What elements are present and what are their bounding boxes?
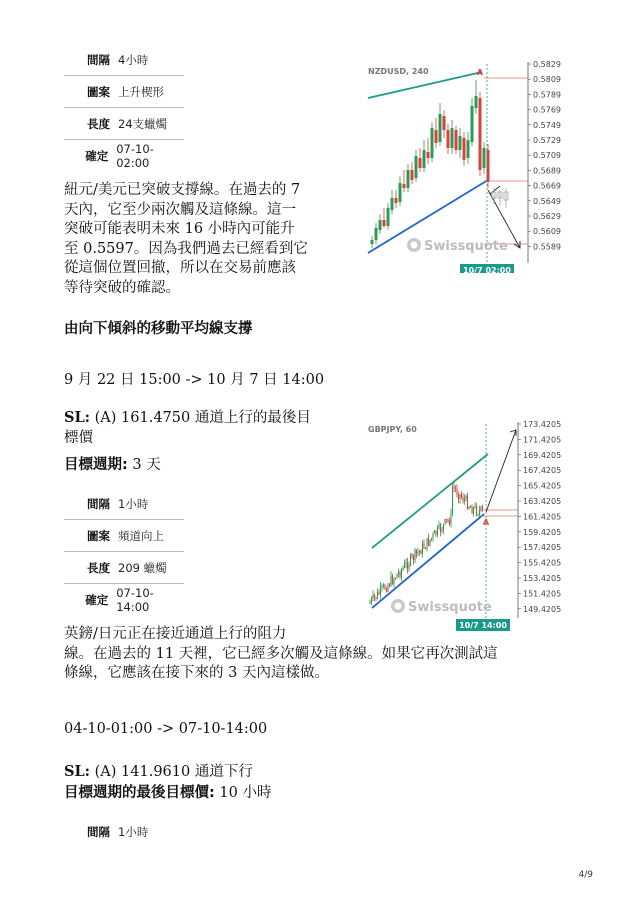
- candle-body: [407, 170, 410, 188]
- table-row: [64, 552, 184, 584]
- candle-body: [450, 513, 451, 524]
- tick-label: 157.4205: [523, 543, 562, 553]
- candle-body: [415, 156, 418, 178]
- row-key: 間隔: [87, 496, 110, 511]
- candle-body: [413, 555, 414, 560]
- para1-line: 突破可能表明未來 16 小時內可能升: [64, 221, 295, 237]
- stop-loss-2: [64, 762, 253, 783]
- target-period-2: [64, 784, 271, 804]
- candle-body: [395, 578, 396, 579]
- para1-line: 從這個位置回撤，所以在交易前應該: [64, 260, 296, 276]
- sl-label: SL:: [64, 763, 91, 780]
- candle-body: [464, 499, 465, 501]
- candle-body: [431, 538, 432, 540]
- candle-body: [468, 507, 469, 509]
- info-table-2: [64, 488, 184, 615]
- brand-name: Swissquote: [408, 600, 492, 615]
- para1-line: 天內，它至少兩次觸及這條線。這一: [64, 201, 296, 218]
- row-key: 間隔: [87, 824, 110, 839]
- a-marker: A: [482, 518, 490, 527]
- row-value: 上升楔形: [118, 84, 164, 99]
- info-table-3: [64, 816, 184, 847]
- tick-label: 173.4205: [523, 420, 562, 429]
- candle-body: [419, 158, 422, 168]
- row-key: 圖案: [87, 84, 110, 99]
- candle-body: [379, 220, 382, 230]
- candle-body: [441, 530, 442, 532]
- tick-label: 0.5729: [533, 136, 561, 145]
- candle-body: [459, 494, 460, 499]
- candle-body: [462, 497, 463, 501]
- tick-label: 167.4205: [523, 466, 562, 476]
- candle-body: [438, 524, 439, 527]
- candle-body: [410, 555, 411, 565]
- tick-label: 171.4205: [523, 435, 562, 445]
- sl-text: (A) 141.9610 通道下行: [90, 764, 253, 780]
- candle-body: [425, 548, 426, 549]
- candle-body: [393, 579, 394, 584]
- candle-body: [451, 128, 454, 148]
- candle-body: [423, 544, 424, 548]
- brand-logo-inner: [411, 242, 418, 249]
- brand-logo-inner: [395, 603, 402, 610]
- tick-label: 0.5629: [533, 212, 561, 221]
- row-value: 07-10-14:00: [116, 585, 154, 614]
- candle-body: [432, 533, 433, 538]
- candle-body: [426, 538, 427, 549]
- candle-body: [404, 564, 405, 568]
- para1-line: 至 0.5597。因為我們過去已經看到它: [64, 240, 308, 257]
- candle-body: [386, 589, 387, 591]
- candle-body: [456, 489, 457, 495]
- candle-body: [411, 170, 414, 180]
- tick-label: 0.5749: [533, 120, 561, 130]
- tick-label: 0.5589: [533, 242, 561, 252]
- candle-body: [374, 595, 375, 597]
- candle-body: [387, 208, 390, 226]
- candle-body: [470, 507, 471, 508]
- candle-body: [440, 524, 441, 531]
- candle-body: [414, 550, 415, 560]
- candle-body: [381, 586, 382, 587]
- candle-body: [389, 585, 390, 586]
- candle-body: [401, 570, 402, 577]
- row-key: 長度: [87, 560, 110, 575]
- sl-text-2: 標價: [64, 429, 93, 446]
- candle-body: [435, 531, 436, 535]
- candle-body: [447, 130, 450, 148]
- tick-label: 155.4205: [523, 558, 562, 568]
- paragraph-nzdusd: [64, 181, 344, 298]
- chart1-symbol: NZDUSD, 240: [368, 67, 429, 76]
- candle-body: [402, 568, 403, 570]
- candle-body: [435, 130, 438, 143]
- tick-label: 153.4205: [523, 574, 562, 583]
- candle-body: [372, 595, 373, 599]
- brand-name: Swissquote: [424, 239, 508, 254]
- candle-body: [419, 551, 420, 552]
- candle-body: [395, 198, 398, 203]
- target-text: 10 小時: [214, 785, 272, 801]
- para1-line: 等待突破的確認。: [64, 279, 180, 296]
- row-key: 確定: [85, 148, 109, 163]
- candle-body: [434, 531, 435, 534]
- candle-body: [384, 585, 385, 589]
- section-heading: 由向下傾斜的移動平均線支撐: [64, 321, 253, 337]
- trend-line: [372, 454, 488, 548]
- candle-body: [473, 507, 474, 513]
- candle-body: [427, 152, 430, 158]
- tick-label: 0.5789: [533, 90, 561, 100]
- candle-body: [480, 507, 481, 510]
- candle-body: [444, 519, 445, 524]
- candle-body: [479, 98, 482, 170]
- target-label: 目標週期的最後目標價:: [64, 785, 215, 801]
- candle-body: [391, 198, 394, 210]
- gbpjpy-chart: [360, 418, 575, 633]
- tick-label: 0.5709: [533, 151, 561, 161]
- candle-body: [398, 572, 399, 574]
- a-marker: A: [476, 68, 484, 77]
- table-row: [64, 816, 184, 847]
- tick-label: 151.4205: [523, 589, 562, 599]
- trend-line: [372, 514, 484, 608]
- candle-body: [439, 114, 442, 142]
- table-row: [64, 44, 184, 76]
- sl-label: SL:: [64, 409, 91, 426]
- candle-body: [423, 150, 426, 168]
- candle-body: [369, 603, 370, 604]
- candle-body: [455, 488, 456, 489]
- candle-body: [371, 598, 372, 603]
- candle-body: [375, 597, 376, 598]
- chart2-symbol: GBPJPY, 60: [368, 425, 417, 434]
- candle-body: [455, 130, 458, 150]
- date-badge-label: 10/7 02:00: [463, 266, 511, 273]
- paragraph-gbpjpy: [64, 625, 564, 684]
- candle-body: [443, 524, 444, 530]
- candle-body: [383, 220, 386, 226]
- projection-arrow: [486, 430, 516, 512]
- tick-label: 163.4205: [523, 497, 562, 506]
- para2-line: 英鎊/日元正在接近通道上行的阻力: [64, 626, 287, 642]
- target-label: 目標週期:: [64, 457, 128, 473]
- candle-body: [463, 138, 466, 160]
- table-row: [64, 520, 184, 552]
- candle-body: [428, 538, 429, 545]
- candle-body: [422, 544, 423, 554]
- target-period-1: [64, 456, 161, 476]
- sl-text: (A) 161.4750 通道上行的最後目: [90, 410, 311, 426]
- candle-body: [482, 507, 483, 510]
- tick-label: 0.5609: [533, 227, 561, 237]
- tick-label: 161.4205: [523, 512, 562, 522]
- nzdusd-chart: [360, 58, 575, 273]
- candle-body: [477, 514, 478, 515]
- candle-body: [453, 487, 454, 488]
- row-value: 24支蠟燭: [118, 116, 168, 131]
- candle-body: [411, 555, 412, 556]
- info-table-1: [64, 44, 184, 171]
- tick-label: 159.4205: [523, 527, 562, 537]
- candle-body: [396, 574, 397, 578]
- stop-loss-1: [64, 408, 354, 448]
- candle-body: [479, 510, 480, 514]
- candle-body: [465, 496, 466, 499]
- candle-body: [392, 576, 393, 584]
- row-value: 1小時: [118, 824, 149, 839]
- candle-body: [476, 506, 477, 515]
- tick-label: 165.4205: [523, 481, 562, 491]
- row-value: 209 蠟燭: [118, 560, 167, 575]
- row-value: 07-10-02:00: [116, 141, 154, 170]
- candle-body: [452, 487, 453, 514]
- candle-body: [408, 565, 409, 569]
- date-range-2: 04-10-01:00 -> 07-10-14:00: [64, 721, 268, 737]
- date-badge-label: 10/7 14:00: [459, 621, 507, 630]
- candle-body: [446, 519, 447, 520]
- candle-body: [458, 495, 459, 499]
- candle-body: [399, 183, 402, 202]
- row-key: 間隔: [87, 52, 110, 67]
- candle-body: [461, 494, 462, 497]
- para2-line: 線。在過去的 11 天裡，它已經多次觸及這條線。如果它再次測試這: [64, 645, 498, 662]
- table-row: [64, 584, 184, 615]
- candle-body: [467, 496, 468, 509]
- row-value: 1小時: [118, 496, 149, 511]
- candle-body: [371, 240, 374, 244]
- candle-body: [429, 540, 430, 546]
- candle-body: [399, 572, 400, 577]
- row-key: 長度: [87, 116, 110, 131]
- table-row: [64, 140, 184, 171]
- para2-line: 條線，它應該在接下來的 3 天內這樣做。: [64, 665, 329, 681]
- candle-body: [390, 576, 391, 586]
- candle-body: [449, 520, 450, 524]
- row-key: 圖案: [87, 528, 110, 543]
- candle-body: [431, 128, 434, 158]
- row-value: 頻道向上: [118, 528, 164, 543]
- tick-label: 0.5769: [533, 105, 561, 115]
- candle-body: [375, 228, 378, 240]
- candle-body: [420, 551, 421, 555]
- page-number: 4/9: [578, 870, 593, 880]
- candle-body: [475, 96, 478, 108]
- table-row: [64, 488, 184, 520]
- para1-line: 紐元/美元已突破支撐線。在過去的 7: [64, 182, 301, 198]
- table-row: [64, 76, 184, 108]
- tick-label: 149.4205: [523, 604, 562, 614]
- tick-label: 169.4205: [523, 450, 562, 460]
- candle-body: [403, 184, 406, 188]
- tick-label: 0.5809: [533, 75, 561, 85]
- candle-body: [387, 585, 388, 592]
- candle-body: [483, 148, 486, 168]
- candle-body: [380, 587, 381, 595]
- candle-body: [471, 507, 472, 514]
- candle-body: [437, 527, 438, 535]
- candle-body: [405, 562, 406, 563]
- candle-body: [378, 592, 379, 594]
- tick-label: 0.5689: [533, 166, 561, 176]
- tick-label: 0.5829: [533, 60, 561, 69]
- date-range-1: 9 月 22 日 15:00 -> 10 月 7 日 14:00: [64, 372, 325, 388]
- candle-body: [407, 562, 408, 569]
- table-row: [64, 108, 184, 140]
- candle-body: [377, 592, 378, 599]
- candle-body: [474, 506, 475, 507]
- candle-body: [443, 116, 446, 130]
- target-text: 3 天: [127, 457, 161, 473]
- tick-label: 0.5649: [533, 196, 561, 206]
- candle-body: [467, 140, 470, 158]
- candle-body: [417, 552, 418, 553]
- candle-body: [471, 106, 474, 142]
- candle-body: [459, 136, 462, 150]
- candle-body: [383, 585, 384, 586]
- row-key: 確定: [85, 592, 109, 607]
- tick-label: 0.5669: [533, 181, 561, 191]
- candle-body: [416, 550, 417, 554]
- row-value: 4小時: [118, 52, 149, 67]
- candle-body: [447, 520, 448, 521]
